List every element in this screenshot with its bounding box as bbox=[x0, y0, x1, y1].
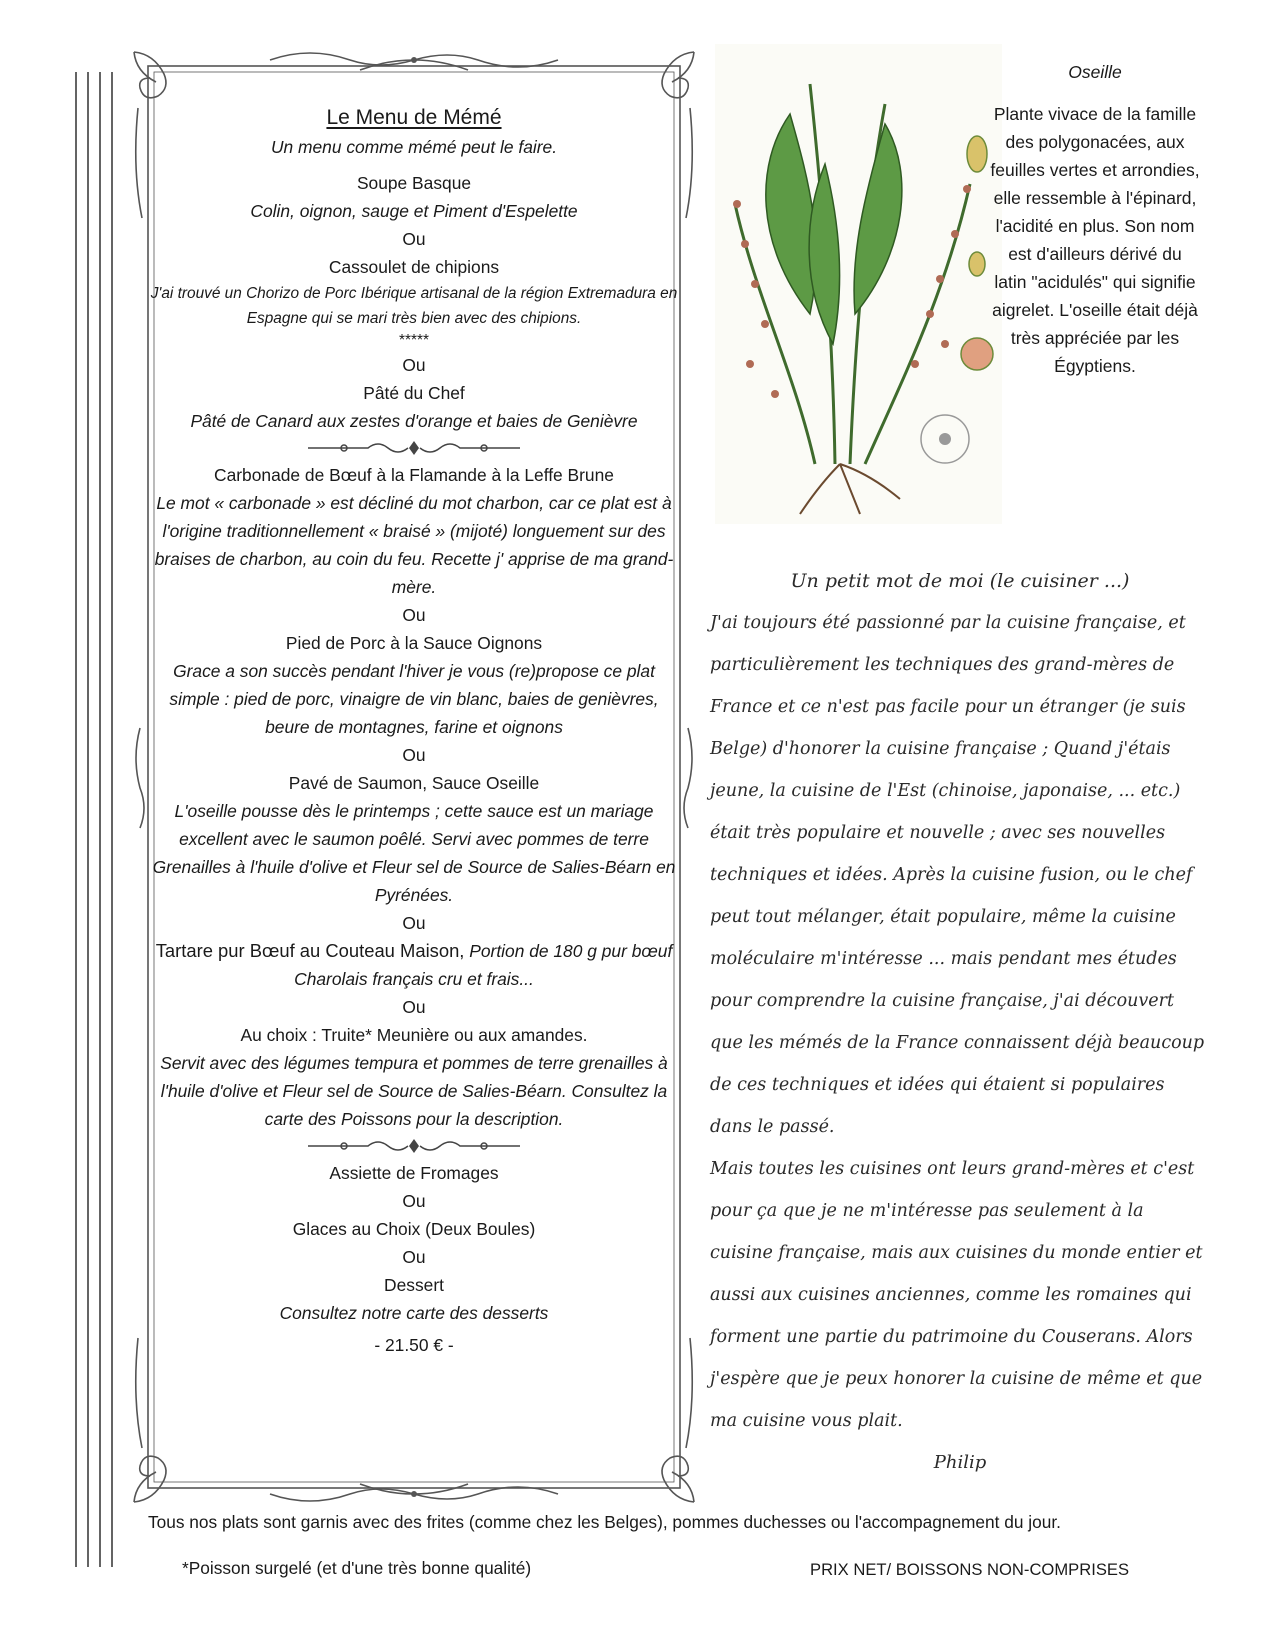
or-separator: Ou bbox=[402, 745, 426, 765]
menu-subtitle: Un menu comme mémé peut le faire. bbox=[270, 137, 558, 157]
plat-name: Pavé de Saumon, Sauce Oseille bbox=[288, 773, 540, 793]
menu-panel bbox=[150, 103, 678, 1359]
or-separator: Ou bbox=[402, 1247, 426, 1267]
ornament-divider bbox=[150, 435, 678, 461]
garnish-note: Tous nos plats sont garnis avec des frites (comme chez les Belges), pommes duchesses ou l'accompagnement du jour. bbox=[148, 1512, 1061, 1532]
dessert-name: Glaces au Choix (Deux Boules) bbox=[292, 1219, 536, 1239]
ornament-divider bbox=[150, 1133, 678, 1159]
price-note: PRIX NET/ BOISSONS NON-COMPRISES bbox=[810, 1560, 1130, 1579]
chef-note bbox=[710, 560, 1210, 1484]
plant-caption-text: Plante vivace de la famille des polygonacées, aux feuilles vertes et arrondies, elle ressemble à l'épinard, l'acidité en plus. Son nom est d'ailleurs dérivé du latin "acidulés" qui signifie aigrelet. L'oseille était déjà très appréciée par les Égyptiens. bbox=[990, 104, 1200, 376]
plat-desc: Grace a son succès pendant l'hiver je vous (re)propose ce plat simple : pied de porc, vinaigre de vin blanc, baies de genièvres, beure de montagnes, farine et oignons bbox=[169, 661, 659, 737]
menu-title: Le Menu de Mémé bbox=[326, 106, 502, 129]
or-separator: Ou bbox=[402, 229, 426, 249]
or-separator: Ou bbox=[402, 355, 426, 375]
or-separator: Ou bbox=[402, 1191, 426, 1211]
chef-signature: Philip bbox=[933, 1452, 987, 1473]
stars-separator: ***** bbox=[399, 332, 429, 349]
plat-desc: L'oseille pousse dès le printemps ; cette sauce est un mariage excellent avec le saumon poêlé. Servi avec pommes de terre Grenailles à l'huile d'olive et Fleur sel de Source de Salies-Béarn en Pyrénées. bbox=[152, 801, 676, 905]
dessert-name: Dessert bbox=[384, 1275, 444, 1295]
plat-desc: Portion de 180 g pur bœuf Charolais français cru et frais... bbox=[294, 941, 673, 989]
decorative-vertical-lines bbox=[75, 72, 113, 1567]
entree-desc: Pâté de Canard aux zestes d'orange et baies de Genièvre bbox=[190, 411, 638, 431]
plat-name: Au choix : Truite* Meunière ou aux amandes. bbox=[240, 1025, 588, 1045]
or-separator: Ou bbox=[402, 913, 426, 933]
menu-price: - 21.50 € - bbox=[374, 1335, 454, 1355]
fish-note: *Poisson surgelé (et d'une très bonne qualité) bbox=[182, 1558, 532, 1578]
chef-note-title: Un petit mot de moi (le cuisiner ...) bbox=[790, 570, 1130, 592]
plant-caption-title: Oseille bbox=[1068, 62, 1122, 82]
entree-name: Soupe Basque bbox=[356, 173, 472, 193]
or-separator: Ou bbox=[402, 997, 426, 1017]
or-separator: Ou bbox=[402, 605, 426, 625]
chef-note-paragraph: Mais toutes les cuisines ont leurs grand-mères et c'est pour ça que je ne m'intéresse pas seulement à la cuisine française, mais aux cuisines du monde entier et aussi aux cuisines anciennes, comme les romaines qui forment une partie du patrimoine du Couserans. Alors j'espère que je peux honorer la cuisine de même et que ma cuisine vous plait. bbox=[710, 1159, 1203, 1431]
plant-caption bbox=[990, 58, 1200, 380]
plat-name: Carbonade de Bœuf à la Flamande à la Leffe Brune bbox=[214, 465, 614, 485]
entree-desc: J'ai trouvé un Chorizo de Porc Ibérique artisanal de la région Extremadura en Espagne qui se mari très bien avec des chipions. bbox=[150, 285, 678, 327]
entree-desc: Colin, oignon, sauge et Piment d'Espelette bbox=[250, 201, 578, 221]
sorrel-illustration bbox=[715, 44, 1002, 524]
dessert-name: Assiette de Fromages bbox=[329, 1163, 499, 1183]
chef-note-paragraph: J'ai toujours été passionné par la cuisine française, et particulièrement les techniques des grand-mères de France et ce n'est pas facile pour un étranger (je suis Belge) d'honorer la cuisine française ; Quand j'étais jeune, la cuisine de l'Est (chinoise, japonaise, ... etc.) était très populaire et nouvelle ; avec ses nouvelles techniques et idées. Après la cuisine fusion, ou le chef peut tout mélanger, était populaire, même la cuisine moléculaire m'intéresse ... mais pendant mes études pour comprendre la cuisine française, j'ai découvert que les mémés de la France connaissent déjà beaucoup de ces techniques et idées qui étaient si populaires dans le passé. bbox=[710, 613, 1205, 1137]
plat-name: Tartare pur Bœuf au Couteau Maison, bbox=[155, 940, 465, 961]
entree-name: Pâté du Chef bbox=[363, 383, 465, 403]
entree-name: Cassoulet de chipions bbox=[328, 257, 500, 277]
plat-desc: Servit avec des légumes tempura et pommes de terre grenailles à l'huile d'olive et Fleur sel de Source de Salies-Béarn. Consultez la carte des Poissons pour la description. bbox=[160, 1053, 668, 1129]
dessert-desc: Consultez notre carte des desserts bbox=[279, 1303, 549, 1323]
plat-desc: Le mot « carbonade » est décliné du mot charbon, car ce plat est à l'origine traditionnellement « braisé » (mijoté) longuement sur des braises de charbon, au coin du feu. Recette j' apprise de ma grand-mère. bbox=[154, 493, 674, 597]
plat-item bbox=[150, 937, 678, 993]
plat-name: Pied de Porc à la Sauce Oignons bbox=[285, 633, 543, 653]
